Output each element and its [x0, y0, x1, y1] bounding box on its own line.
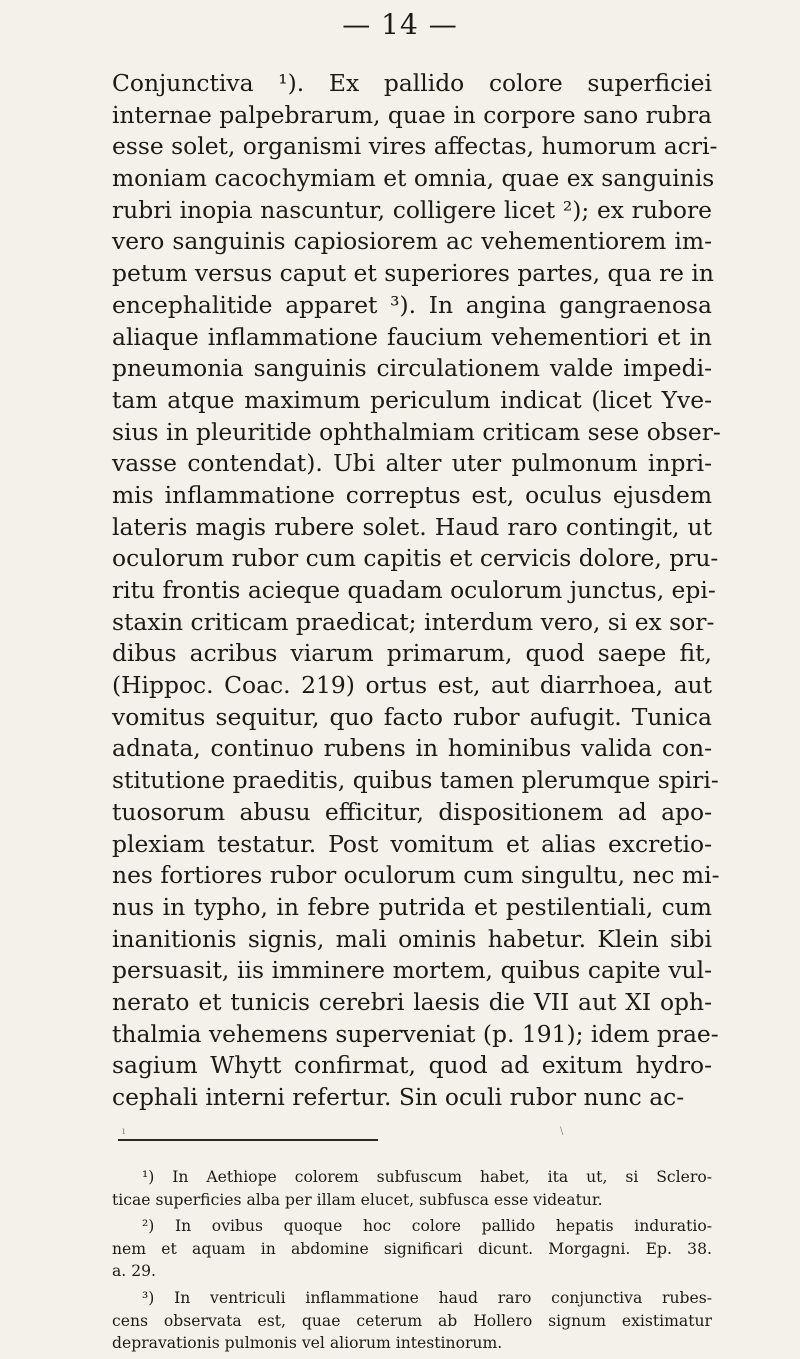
- text-line: plexiam testatur. Post vomitum et alias excretio-: [112, 829, 712, 858]
- text-line: vomitus sequitur, quo facto rubor aufugit. Tunica: [112, 702, 712, 731]
- text-line: tam atque maximum periculum indicat (licet Yve-: [112, 385, 712, 414]
- text-line: mis inflammatione correptus est, oculus ejusdem: [112, 480, 712, 509]
- footnote-3: [112, 1287, 712, 1355]
- text-line: ritu frontis acieque quadam oculorum junctus, epi-: [112, 576, 716, 604]
- text-line: vero sanguinis capiosiorem ac vehementiorem im-: [112, 227, 712, 256]
- text-line: inanitionis signis, mali ominis habetur. Klein sibi: [112, 924, 712, 953]
- text-line: nes fortiores rubor oculorum cum singultu, nec mi-: [112, 861, 720, 890]
- footnote-line: ²) In ovibus quoque hoc colore pallido hepatis induratio-: [142, 1217, 712, 1236]
- footnote-line: nem et aquam in abdomine significari dicunt. Morgagni. Ep. 38.: [112, 1239, 712, 1258]
- footnote-line: ticae superficies alba per illam elucet, subfusca esse videatur.: [112, 1190, 603, 1209]
- text-line: internae palpebrarum, quae in corpore sano rubra: [112, 100, 712, 129]
- scan-speck: \: [560, 1126, 564, 1137]
- text-line: esse solet, organismi vires affectas, humorum acri-: [112, 132, 718, 161]
- text-line: (Hippoc. Coac. 219) ortus est, aut diarrhoea, aut: [112, 671, 712, 700]
- text-line: persuasit, iis imminere mortem, quibus capite vul-: [112, 956, 712, 985]
- text-line: adnata, continuo rubens in hominibus valida con-: [112, 734, 712, 763]
- footnote-line: a. 29.: [112, 1262, 157, 1281]
- footnote-line: cens observata est, quae ceterum ab Hollero signum existimatur: [112, 1311, 712, 1330]
- text-line: sius in pleuritide ophthalmiam criticam sese obser-: [112, 417, 721, 446]
- text-line: lateris magis rubere solet. Haud raro contingit, ut: [112, 512, 712, 541]
- footnote-1: [112, 1166, 712, 1211]
- footnote-rule: [118, 1139, 378, 1141]
- text-line: dibus acribus viarum primarum, quod saepe fit,: [112, 639, 712, 668]
- footnote-line: ¹) In Aethiope colorem subfuscum habet, ita ut, si Sclero-: [142, 1168, 712, 1186]
- text-line: tuosorum abusu efficitur, dispositionem ad apo-: [112, 797, 712, 826]
- text-line: petum versus caput et superiores partes, qua re in: [112, 259, 714, 288]
- text-line: vasse contendat). Ubi alter uter pulmonum inpri-: [112, 449, 712, 478]
- text-line: cephali interni refertur. Sin oculi rubor nunc ac-: [112, 1083, 685, 1111]
- text-line: nerato et tunicis cerebri laesis die VII aut XI oph-: [112, 987, 712, 1016]
- main-text: [112, 68, 721, 1114]
- page-number: — 14 —: [342, 8, 458, 41]
- text-line: aliaque inflammatione faucium vehementiori et in: [112, 322, 712, 351]
- footnotes: [112, 1166, 712, 1355]
- scan-speck: ı: [122, 1126, 126, 1137]
- text-line: pneumonia sanguinis circulationem valde impedi-: [112, 354, 712, 383]
- text-line: staxin criticam praedicat; interdum vero, si ex sor-: [112, 607, 715, 636]
- footnote-2: [112, 1215, 712, 1283]
- text-line: Conjunctiva ¹). Ex pallido colore superficiei: [112, 69, 712, 97]
- text-line: moniam cacochymiam et omnia, quae ex sanguinis: [112, 164, 715, 193]
- text-line: thalmia vehemens superveniat (p. 191); idem prae-: [112, 1019, 719, 1048]
- text-line: oculorum rubor cum capitis et cervicis dolore, pru-: [112, 544, 719, 573]
- text-line: encephalitide apparet ³). In angina gangraenosa: [112, 290, 712, 319]
- footnote-line: ³) In ventriculi inflammatione haud raro conjunctiva rubes-: [142, 1288, 712, 1307]
- text-line: nus in typho, in febre putrida et pestilentiali, cum: [112, 892, 712, 921]
- text-line: stitutione praeditis, quibus tamen plerumque spiri-: [112, 766, 719, 795]
- text-line: sagium Whytt confirmat, quod ad exitum hydro-: [112, 1051, 712, 1080]
- text-line: rubri inopia nascuntur, colligere licet ²); ex rubore: [112, 195, 712, 224]
- footnote-line: depravationis pulmonis vel aliorum intestinorum.: [112, 1334, 503, 1353]
